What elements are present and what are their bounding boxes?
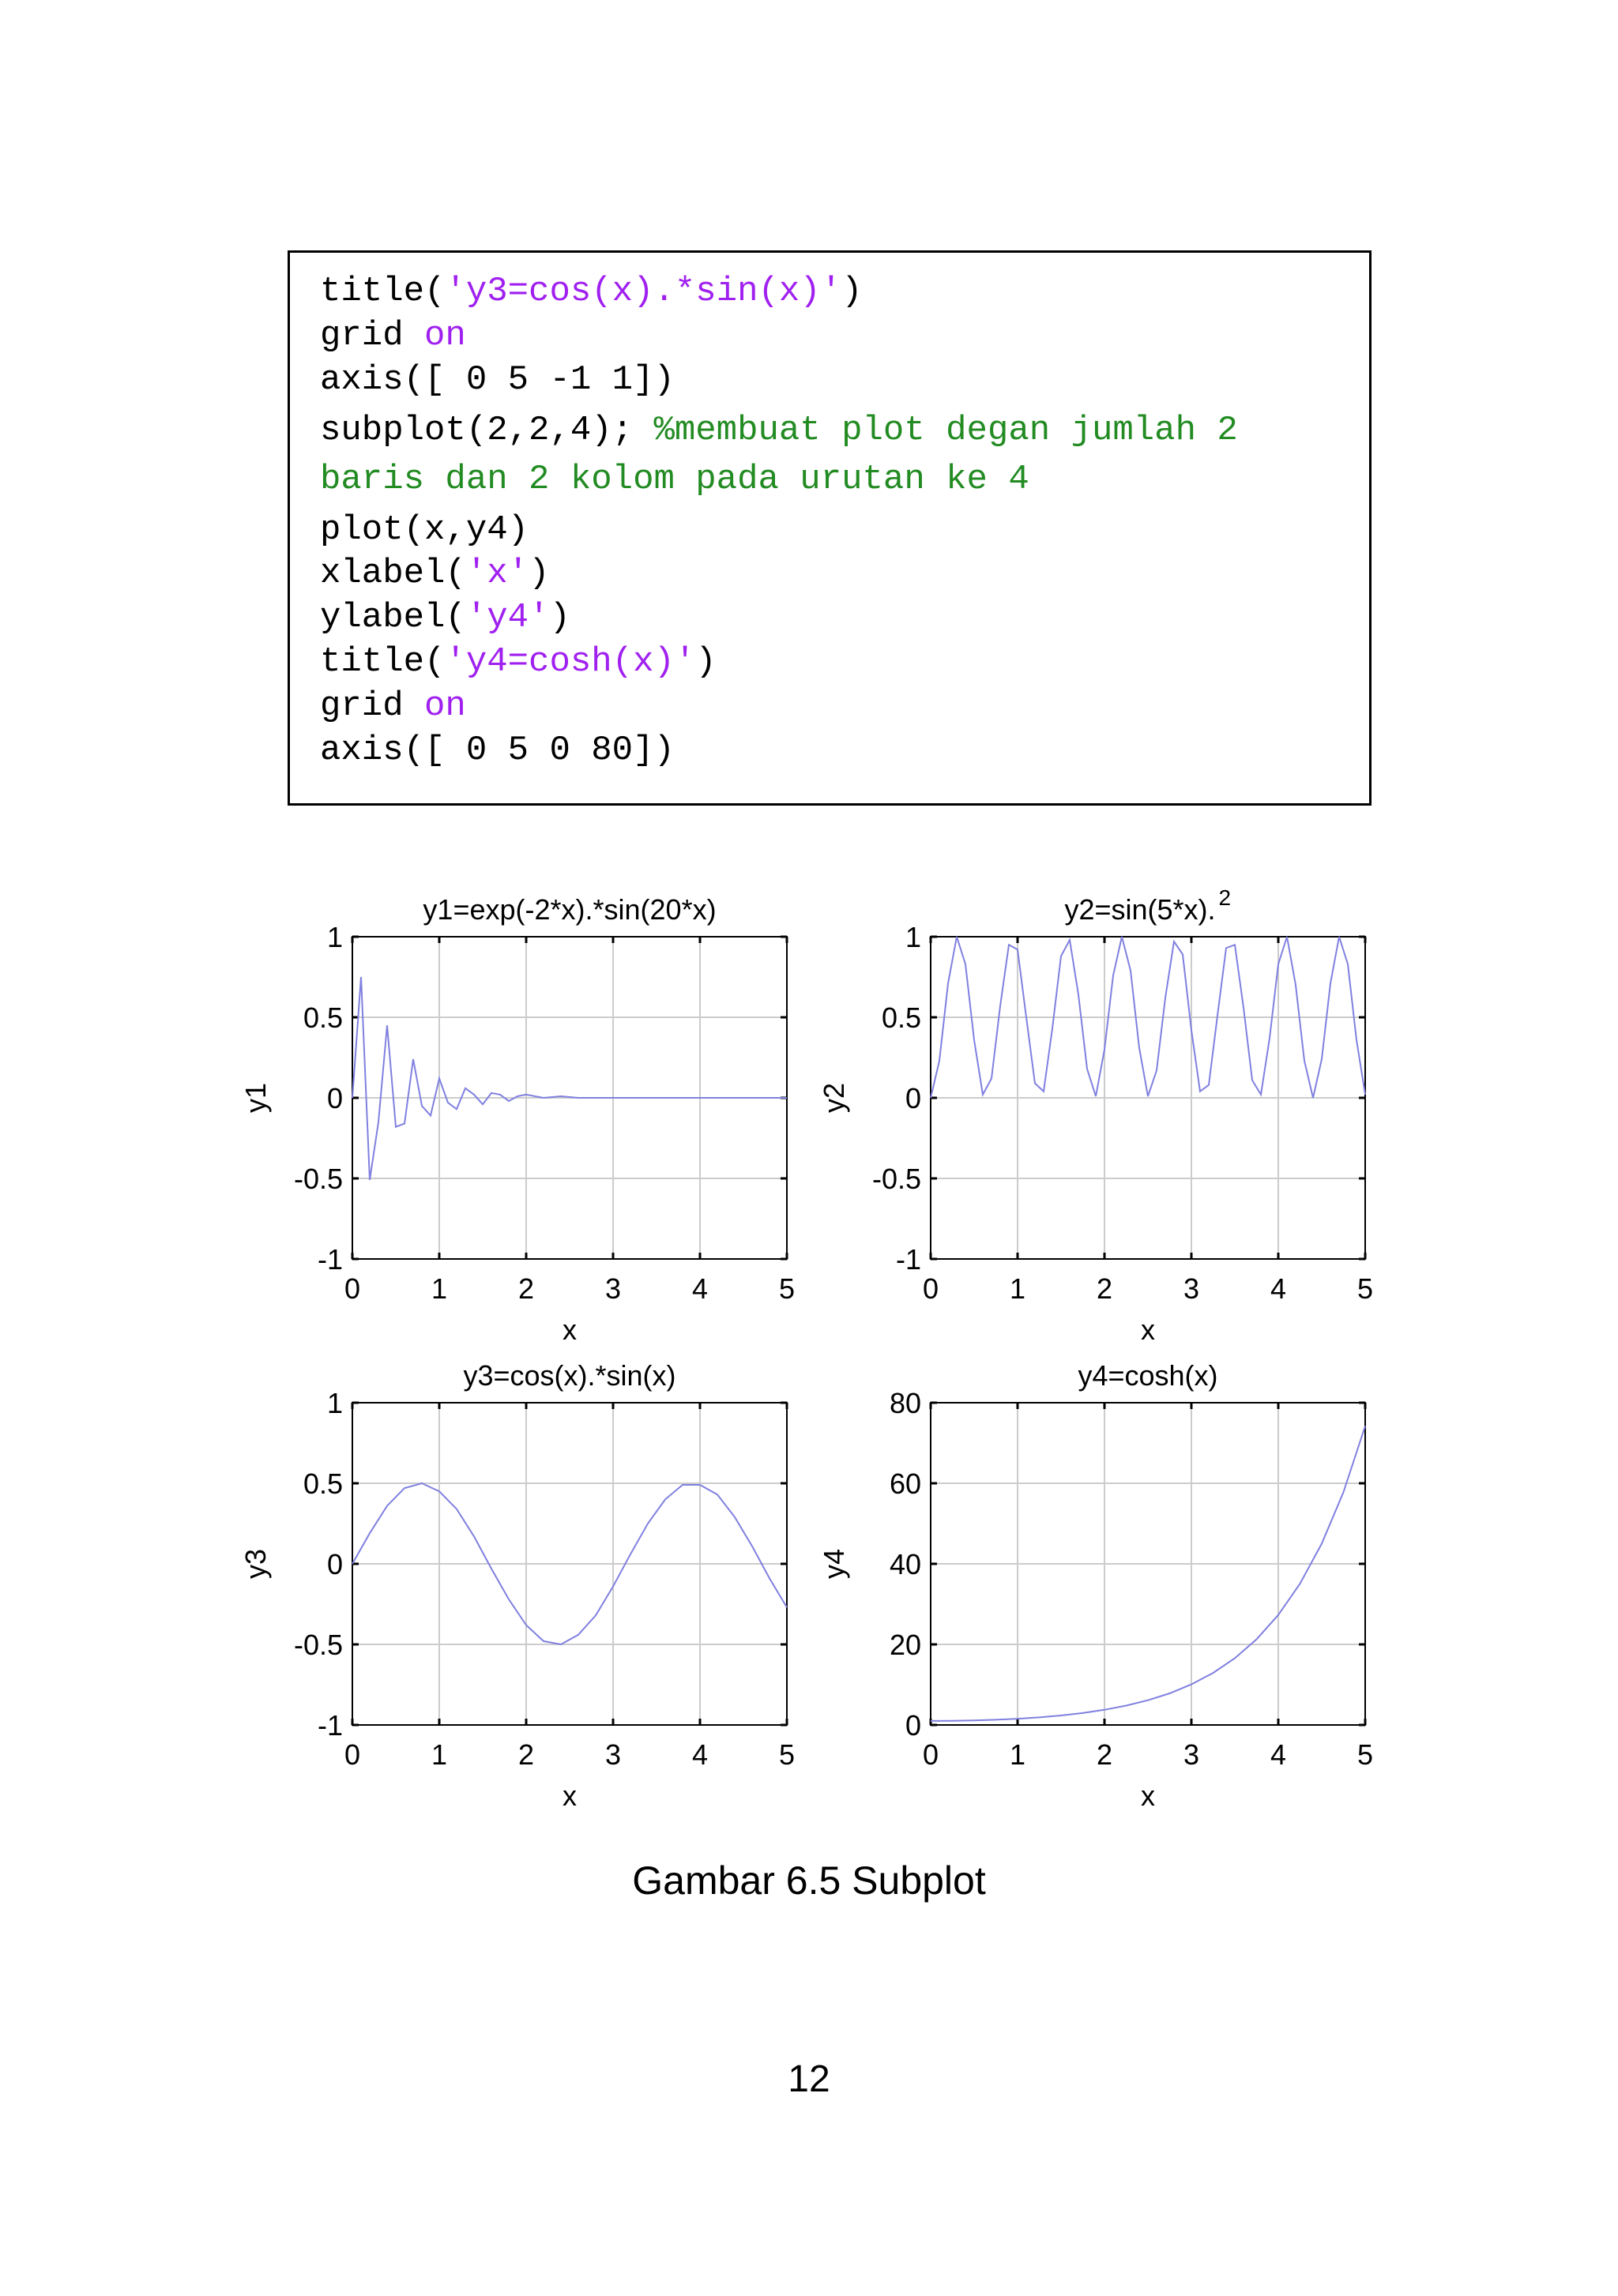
code-string: 'y4' <box>465 598 550 637</box>
code-keyword: on <box>424 686 466 726</box>
code-keyword: on <box>424 316 466 355</box>
code-string: 'y3=cos(x).*sin(x)' <box>445 272 842 311</box>
x-tick-label: 5 <box>778 1738 796 1771</box>
x-tick-label: 3 <box>1183 1272 1200 1305</box>
y-tick-label: 40 <box>889 1548 921 1580</box>
x-tick-label: 1 <box>1009 1272 1026 1305</box>
y-tick-label: -1 <box>895 1243 921 1276</box>
x-tick-label: 4 <box>691 1272 709 1305</box>
y-tick-label: -0.5 <box>293 1629 343 1661</box>
x-tick-label: 2 <box>517 1272 535 1305</box>
y-tick-label: 1 <box>326 921 343 953</box>
code-text: plot(x,y4) <box>320 510 529 550</box>
chart-title: y4=cosh(x) <box>1078 1359 1218 1392</box>
code-text: ) <box>841 272 863 311</box>
x-tick-label: 1 <box>1009 1738 1026 1771</box>
x-axis-label: x <box>1141 1779 1155 1812</box>
chart-title-superscript: 2 <box>1218 885 1232 910</box>
subplot-4 <box>931 1403 1365 1725</box>
y-axis-label: y2 <box>818 1082 850 1114</box>
code-text: grid <box>320 686 425 726</box>
code-text: grid <box>320 316 425 355</box>
y-tick-label: -1 <box>317 1243 343 1276</box>
x-tick-label: 0 <box>922 1272 939 1305</box>
x-tick-label: 5 <box>1356 1738 1374 1771</box>
code-text: xlabel( <box>320 554 466 593</box>
y-tick-label: 1 <box>326 1387 343 1419</box>
y-tick-label: 60 <box>889 1467 921 1500</box>
code-text: axis([ 0 5 0 80]) <box>320 731 675 770</box>
x-tick-label: 3 <box>604 1272 622 1305</box>
y-tick-label: -0.5 <box>871 1163 921 1195</box>
code-text: title( <box>320 272 446 311</box>
subplot-3 <box>352 1403 787 1725</box>
code-string: 'x' <box>465 554 529 593</box>
y-tick-label: 0.5 <box>303 1467 343 1500</box>
x-axis-label: x <box>563 1779 577 1812</box>
y-tick-label: 0.5 <box>303 1001 343 1034</box>
chart-title: y2=sin(5*x). <box>1064 893 1216 926</box>
y-tick-label: 0 <box>326 1548 343 1580</box>
code-comment: %membuat plot degan jumlah 2 <box>653 411 1238 450</box>
y-tick-label: 0.5 <box>881 1001 921 1034</box>
x-tick-label: 1 <box>431 1738 448 1771</box>
series-line <box>931 1426 1365 1721</box>
x-tick-label: 5 <box>1356 1272 1374 1305</box>
y-tick-label: 1 <box>905 921 921 953</box>
x-tick-label: 3 <box>1183 1738 1200 1771</box>
x-tick-label: 3 <box>604 1738 622 1771</box>
y-tick-label: 20 <box>889 1629 921 1661</box>
x-tick-label: 0 <box>344 1738 361 1771</box>
code-comment: baris dan 2 kolom pada urutan ke 4 <box>320 460 1029 499</box>
code-text: subplot(2,2,4); <box>320 411 654 450</box>
code-text: ) <box>529 554 550 593</box>
code-text: ylabel( <box>320 598 466 637</box>
x-tick-label: 1 <box>431 1272 448 1305</box>
page-number: 12 <box>788 2058 830 2100</box>
y-axis-label: y4 <box>818 1548 850 1580</box>
y-tick-label: -0.5 <box>293 1163 343 1195</box>
x-tick-label: 2 <box>1096 1738 1113 1771</box>
y-axis-label: y1 <box>239 1082 272 1114</box>
figure-caption: Gambar 6.5 Subplot <box>632 1858 986 1903</box>
x-tick-label: 4 <box>1270 1738 1287 1771</box>
code-text: title( <box>320 642 446 682</box>
x-tick-label: 2 <box>517 1738 535 1771</box>
x-tick-label: 0 <box>922 1738 939 1771</box>
y-tick-label: 0 <box>905 1082 921 1114</box>
subplot-2 <box>931 937 1365 1259</box>
y-tick-label: 0 <box>326 1082 343 1114</box>
subplot-1 <box>352 937 787 1259</box>
x-axis-label: x <box>1141 1313 1155 1346</box>
y-tick-label: -1 <box>317 1709 343 1742</box>
series-line <box>352 977 787 1180</box>
x-tick-label: 0 <box>344 1272 361 1305</box>
chart-title: y3=cos(x).*sin(x) <box>463 1359 676 1392</box>
y-axis-label: y3 <box>239 1548 272 1580</box>
x-tick-label: 2 <box>1096 1272 1113 1305</box>
x-tick-label: 4 <box>1270 1272 1287 1305</box>
x-axis-label: x <box>563 1313 577 1346</box>
code-text: axis([ 0 5 -1 1]) <box>320 360 675 400</box>
y-tick-label: 80 <box>889 1387 921 1419</box>
chart-title: y1=exp(-2*x).*sin(20*x) <box>423 893 717 926</box>
x-tick-label: 5 <box>778 1272 796 1305</box>
y-tick-label: 0 <box>905 1709 921 1742</box>
x-tick-label: 4 <box>691 1738 709 1771</box>
code-string: 'y4=cosh(x)' <box>445 642 696 682</box>
code-text: ) <box>695 642 717 682</box>
code-text: ) <box>549 598 570 637</box>
